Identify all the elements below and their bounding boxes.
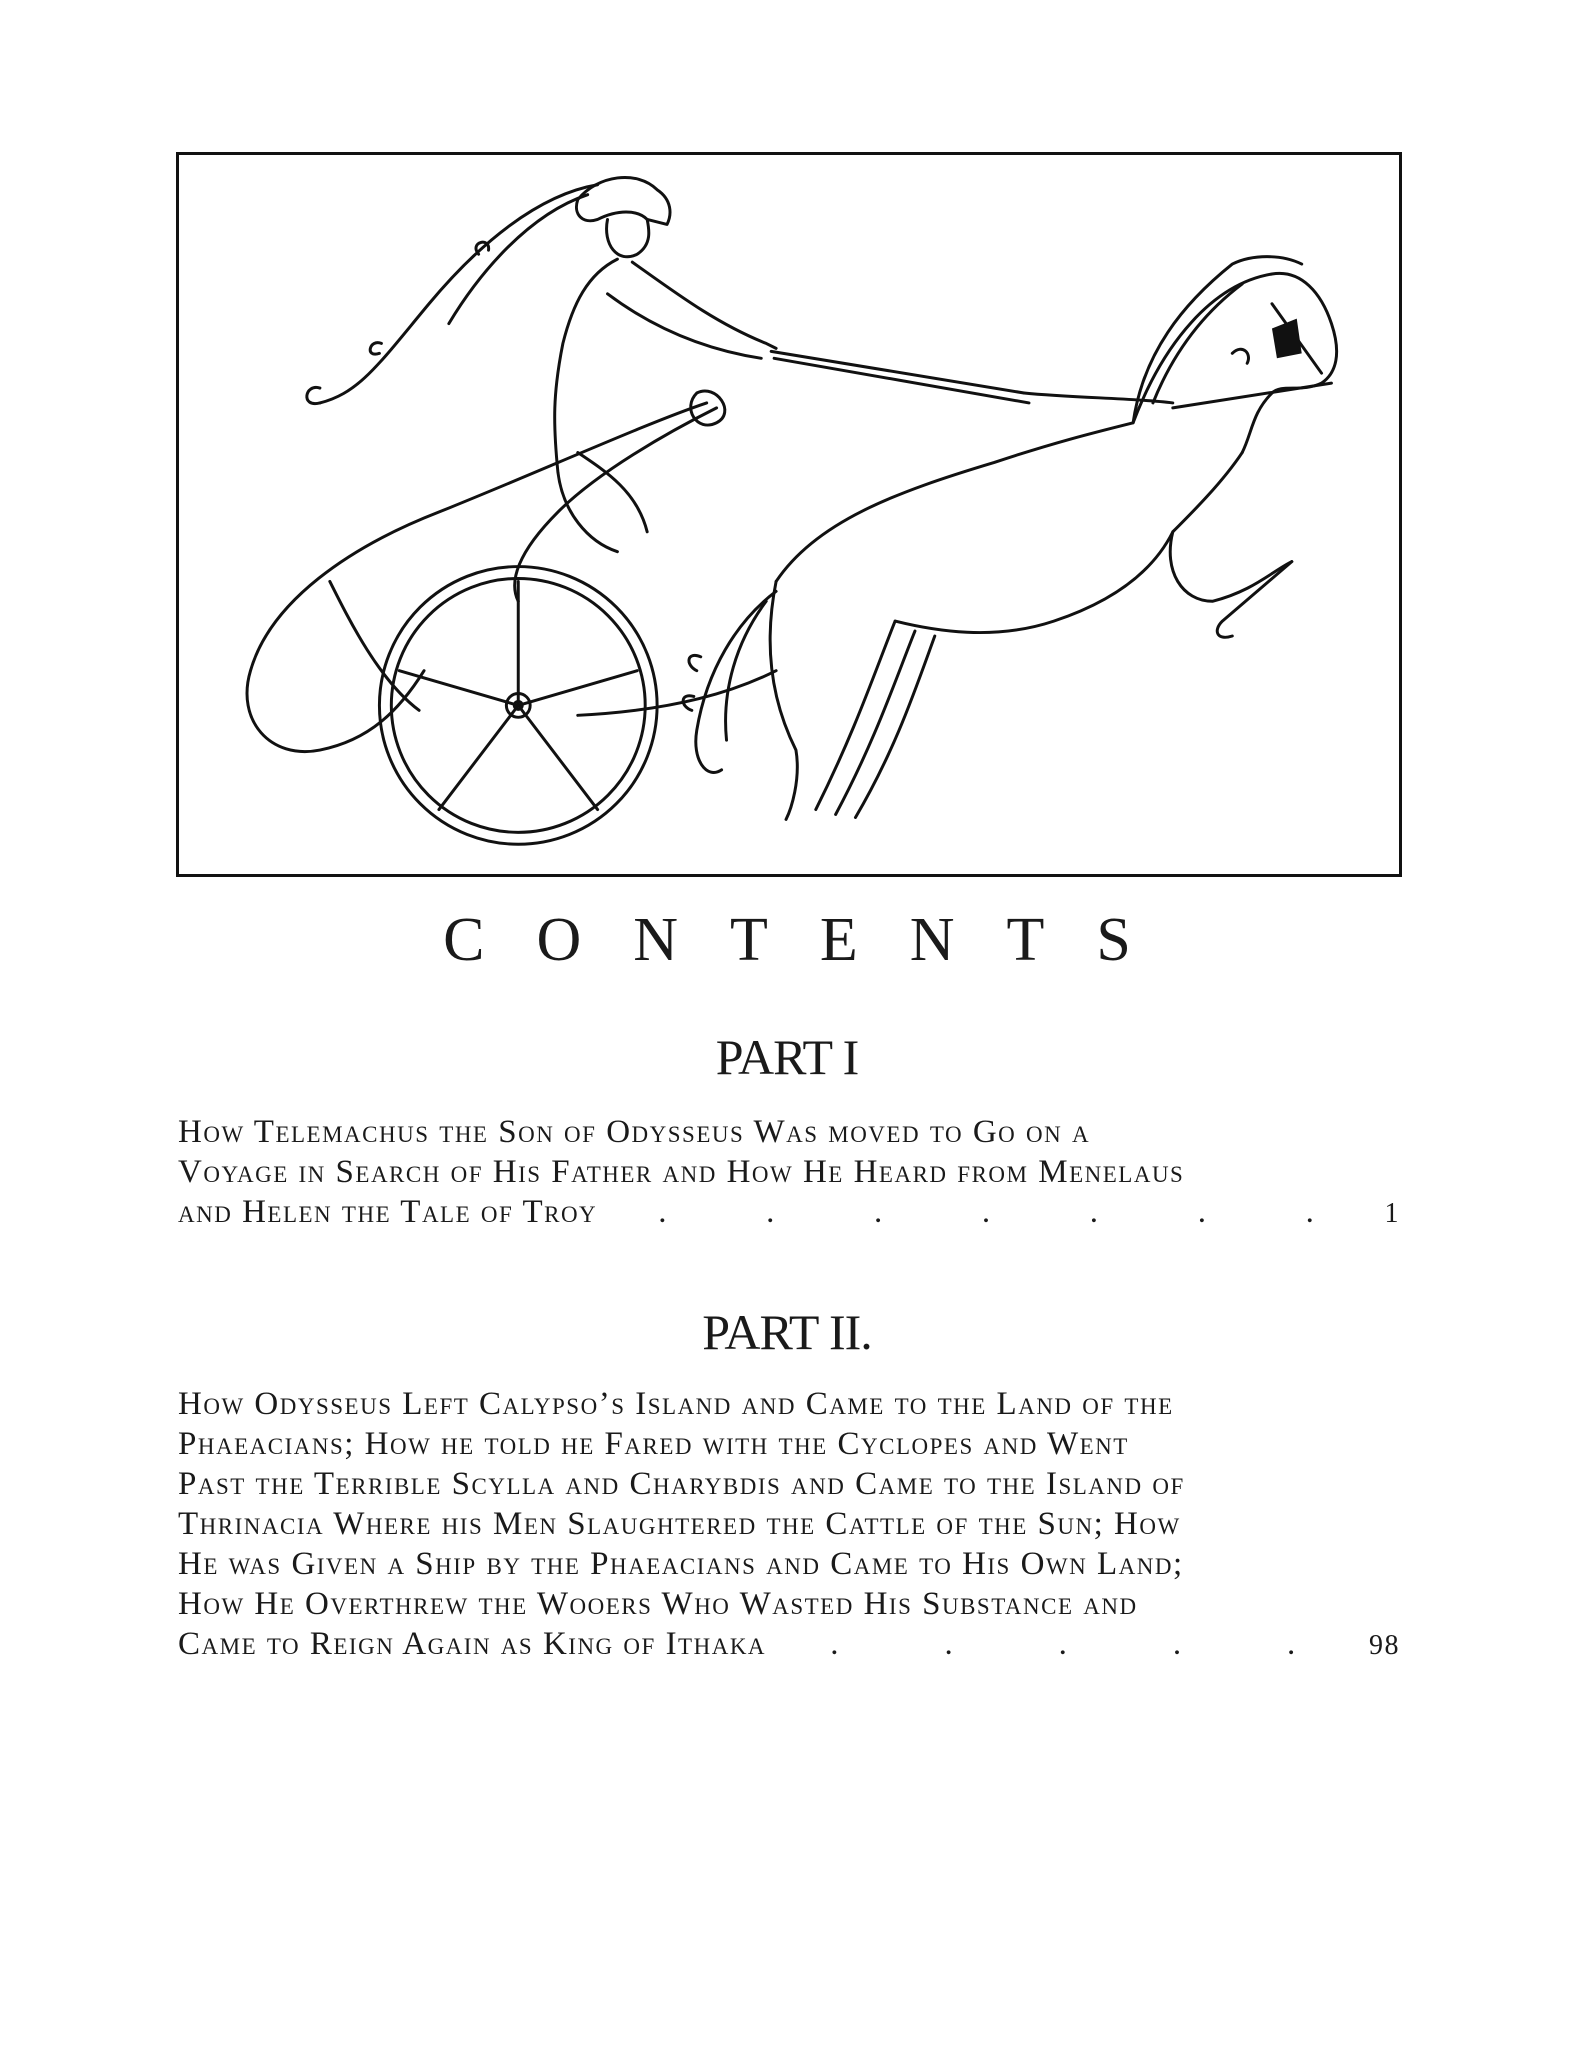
entry-line: Came to Reign Again as King of Ithaka — [178, 1626, 767, 1662]
entry-line: Thrinacia Where his Men Slaughtered the Cattle of the Sun; How — [178, 1506, 1181, 1542]
chariot-horse-drawing — [179, 155, 1399, 874]
entry-line: Voyage in Search of His Father and How He Heard from Menelaus — [178, 1154, 1185, 1190]
chariot-illustration — [176, 152, 1402, 877]
part-2-heading: PART II. — [702, 1304, 872, 1360]
plume-line — [320, 185, 598, 403]
part-2-entry — [178, 1384, 1400, 1666]
chariot-pole — [578, 671, 776, 716]
page-number: 98 — [1369, 1630, 1400, 1661]
reins — [771, 351, 1024, 393]
entry-last-line — [178, 1192, 1400, 1234]
horse-blinker — [1272, 319, 1302, 359]
horse-tail — [696, 591, 776, 772]
helmet — [576, 177, 670, 224]
chariot-frame — [247, 403, 707, 752]
entry-last-line — [178, 1624, 1400, 1666]
part-1-entry — [178, 1112, 1400, 1234]
dot-leader: . . . . . — [830, 1626, 1297, 1662]
entry-line: Past the Terrible Scylla and Charybdis and Came to the Island of — [178, 1466, 1185, 1502]
entry-line: How Odysseus Left Calypso’s Island and Came to the Land of the — [178, 1386, 1174, 1422]
contents-title: CONTENTS — [443, 906, 1183, 974]
entry-line: How Telemachus the Son of Odysseus Was moved to Go on a — [178, 1114, 1091, 1150]
horse-body — [776, 273, 1337, 581]
entry-line: Phaeacians; How he told he Fared with the Cyclopes and Went — [178, 1426, 1129, 1462]
entry-line: He was Given a Ship by the Phaeacians and Came to His Own Land; — [178, 1546, 1184, 1582]
entry-line: How He Overthrew the Wooers Who Wasted His Substance and — [178, 1586, 1138, 1622]
page-number: 1 — [1384, 1198, 1400, 1229]
entry-line: and Helen the Tale of Troy — [178, 1194, 598, 1230]
part-1-heading: PART I — [715, 1029, 859, 1085]
dot-leader: . . . . . . . — [658, 1194, 1316, 1230]
